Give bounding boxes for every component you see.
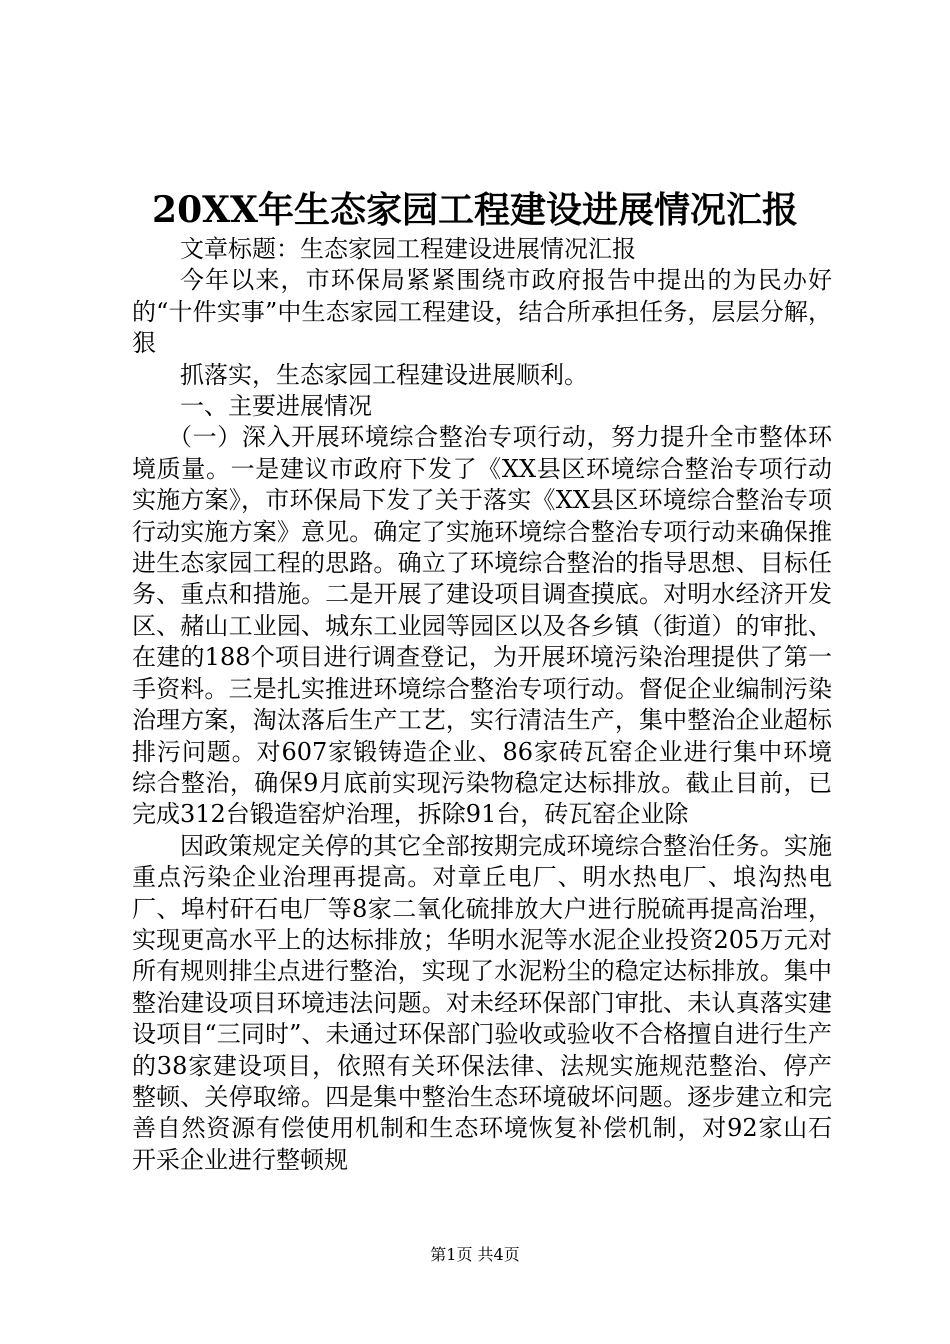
paragraph-section-1-continued: 因政策规定关停的其它全部按期完成环境综合整治任务。实施重点污染企业治理再提高。对章丘电厂、明水热电厂、埌沟热电厂、埠村矸石电厂等8家二氧化硫排放大户进行脱硫再提高治理，实现更高水平上的达标排放；华明水泥等水泥企业投资205万元对所有规则排尘点进行整治，实现了水泥粉尘的稳定达标排放。集中整治建设项目环境违法问题。对未经环保部门审批、未认真落实建设项目“三同时”、未通过环保部门验收或验收不合格擅自进行生产的38家建设项目，依照有关环保法律、法规实施规范整治、停产整顿、关停取缔。四是集中整治生态环境破坏问题。逐步建立和完善自然资源有偿使用机制和生态环境恢复补偿机制，对92家山石开采企业进行整顿规 [132,831,832,1174]
article-title-line: 文章标题：生态家园工程建设进展情况汇报 [180,235,636,263]
document-body [132,234,832,1176]
paragraph-intro-continued: 抓落实，生态家园工程建设进展顺利。 [180,360,588,389]
section-heading: 一、主要进展情况 [180,392,372,421]
page-footer: 第1页 共4页 [430,1245,520,1264]
paragraph-intro: 今年以来，市环保局紧紧围绕市政府报告中提出的为民办好的“十件实事”中生态家园工程建设，结合所承担任务，层层分解，狠 [132,266,832,358]
document-title: 20XX年生态家园工程建设进展情况汇报 [152,189,798,231]
paragraph-section-1: （一）深入开展环境综合整治专项行动，努力提升全市整体环境质量。一是建议市政府下发了《XX县区环境综合整治专项行动实施方案》，市环保局下发了关于落实《XX县区环境综合整治专项行动实施方案》意见。确定了实施环境综合整治专项行动来确保推进生态家园工程的思路。确立了环境综合整治的指导思想、目标任务、重点和措施。二是开展了建设项目调查摸底。对明水经济开发区、赭山工业园、城东工业园等园区以及各乡镇（街道）的审批、在建的188个项目进行调查登记，为开展环境污染治理提供了第一手资料。三是扎实推进环境综合整治专项行动。督促企业编制污染治理方案，淘汰落后生产工艺，实行清洁生产，集中整治企业超标排污问题。对607家锻铸造企业、86家砖瓦窑企业进行集中环境综合整治，确保9月底前实现污染物稳定达标排放。截止目前，已完成312台锻造窑炉治理，拆除91台，砖瓦窑企业除 [132,423,832,829]
